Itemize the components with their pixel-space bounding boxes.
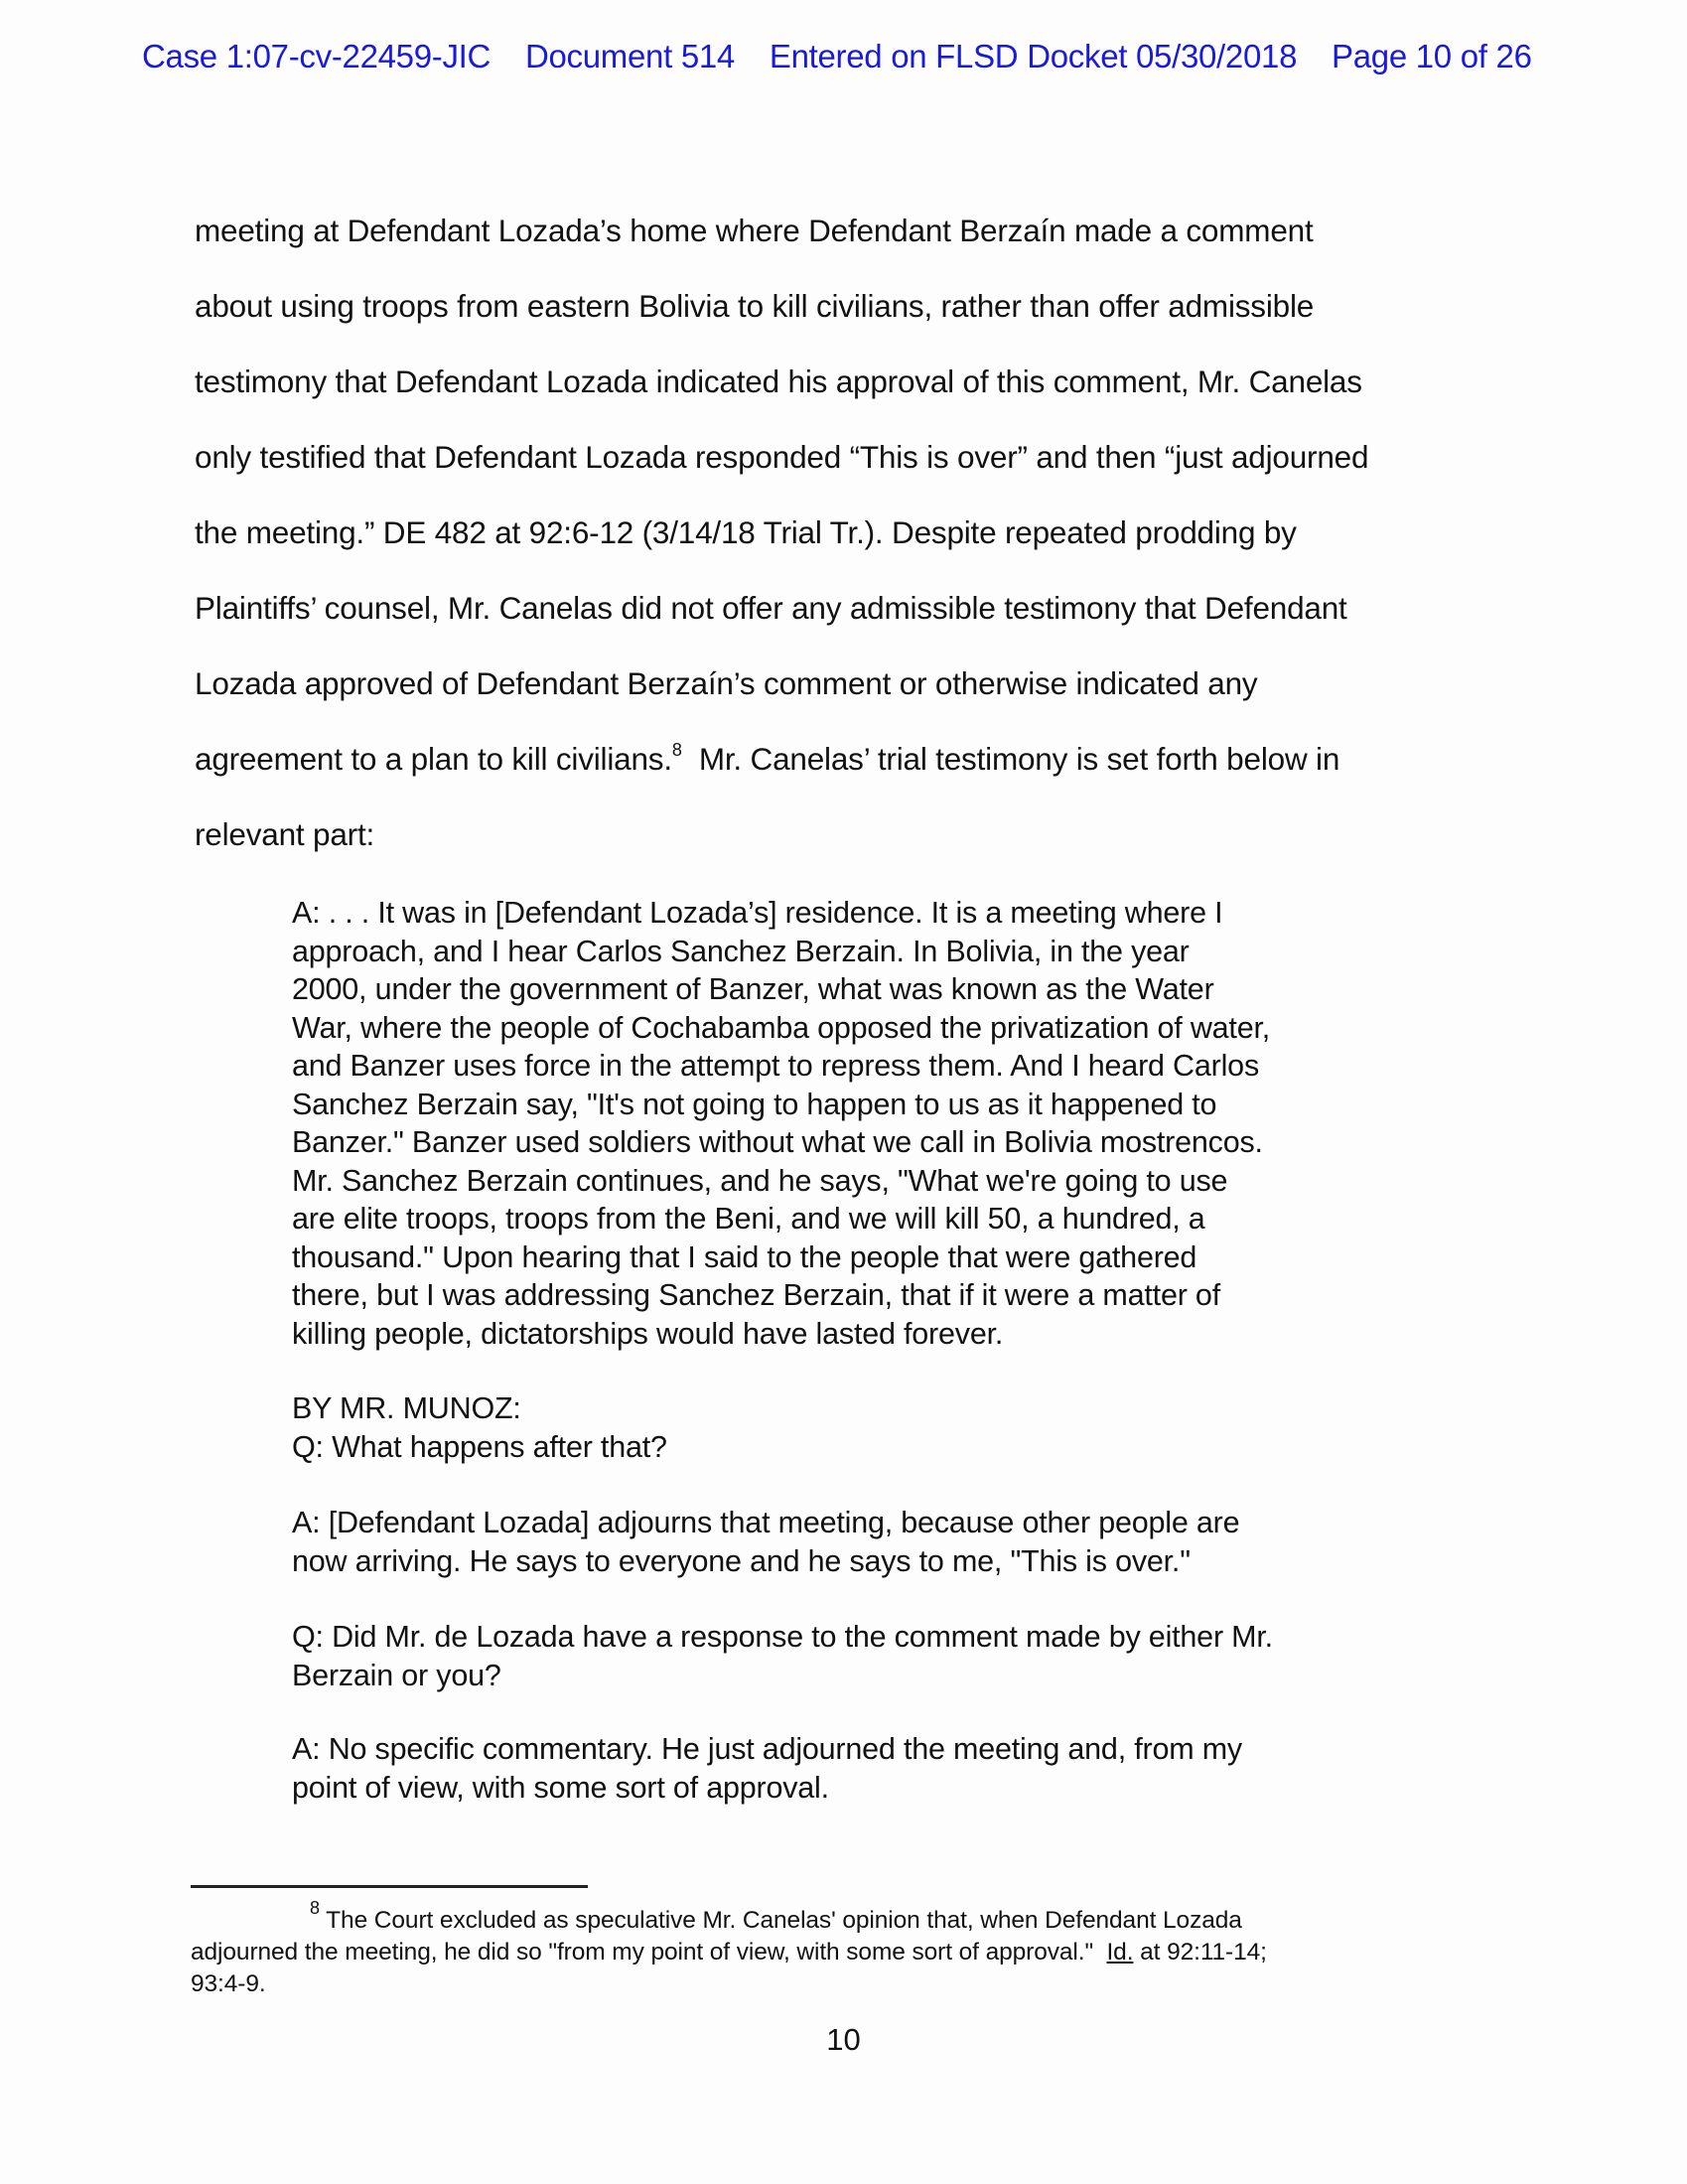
body-text-segment: Mr. Canelas’ trial testimony is set forth below in — [681, 741, 1340, 777]
body-line — [195, 741, 1485, 778]
body-line: only testified that Defendant Lozada responded “This is over” and then “just adjourned — [195, 439, 1369, 475]
footnote-divider — [191, 1885, 588, 1888]
footnote-text: The Court excluded as speculative Mr. Canelas' opinion that, when Defendant Lozada — [319, 1907, 1242, 1934]
body-line: Plaintiffs’ counsel, Mr. Canelas did not offer any admissible testimony that Defendant — [195, 590, 1347, 626]
examiner-block — [292, 1389, 1434, 1466]
quote-line: 2000, under the government of Banzer, what was known as the Water — [292, 972, 1214, 1006]
quote-line: Sanchez Berzain say, "It's not going to happen to us as it happened to — [292, 1087, 1217, 1121]
footnote-line: 93:4-9. — [191, 1970, 266, 1997]
answer-block — [292, 1504, 1434, 1580]
question-line: Berzain or you? — [292, 1658, 501, 1692]
quote-line: A: . . . It was in [Defendant Lozada’s] residence. It is a meeting where I — [292, 896, 1223, 930]
quote-line: and Banzer uses force in the attempt to repress them. And I heard Carlos — [292, 1049, 1259, 1083]
footnote-text: adjourned the meeting, he did so "from my point of view, with some sort of approval." — [191, 1939, 1107, 1966]
body-line: relevant part: — [195, 816, 375, 852]
question-line: Q: Did Mr. de Lozada have a response to the comment made by either Mr. — [292, 1620, 1273, 1654]
answer-line: A: No specific commentary. He just adjourned the meeting and, from my — [292, 1732, 1242, 1766]
page-number: 10 — [826, 2022, 861, 2057]
examiner-label: BY MR. MUNOZ: — [292, 1391, 521, 1425]
answer-line: A: [Defendant Lozada] adjourns that meeting, because other people are — [292, 1506, 1240, 1539]
answer-line: point of view, with some sort of approval. — [292, 1770, 829, 1805]
body-line: about using troops from eastern Bolivia to kill civilians, rather than offer admissible — [195, 288, 1315, 324]
page-indicator: Page 10 of 26 — [1332, 38, 1532, 74]
footnote-text: at 92:11-14; — [1133, 1939, 1267, 1966]
quote-line: Banzer." Banzer used soldiers without what we call in Bolivia mostrencos. — [292, 1125, 1263, 1159]
docket-header — [142, 38, 1558, 75]
case-number: Case 1:07-cv-22459-JIC — [142, 38, 492, 74]
footnote — [191, 1898, 1481, 2000]
quote-line: killing people, dictatorships would have lasted forever. — [292, 1316, 1004, 1351]
footnote-line — [191, 1937, 1481, 1968]
quote-line: thousand." Upon hearing that I said to the people that were gathered — [292, 1239, 1197, 1274]
footnote-reference[interactable]: 8 — [671, 740, 682, 760]
body-text-segment: agreement to a plan to kill civilians. — [195, 741, 672, 777]
body-line: the meeting.” DE 482 at 92:6-12 (3/14/18 Trial Tr.). Despite repeated prodding by — [195, 514, 1297, 550]
footnote-number: 8 — [310, 1898, 320, 1918]
quote-line: approach, and I hear Carlos Sanchez Berzain. In Bolivia, in the year — [292, 934, 1190, 968]
question-block — [292, 1618, 1434, 1694]
quote-line: War, where the people of Cochabamba opposed the privatization of water, — [292, 1010, 1271, 1045]
quote-line: Mr. Sanchez Berzain continues, and he says, "What we're going to use — [292, 1163, 1228, 1198]
question-line: Q: What happens after that? — [292, 1429, 667, 1464]
testimony-block — [292, 894, 1434, 1353]
body-line: meeting at Defendant Lozada’s home where Defendant Berzaín made a comment — [195, 213, 1314, 248]
quote-line: there, but I was addressing Sanchez Berzain, that if it were a matter of — [292, 1278, 1220, 1312]
answer-block — [292, 1730, 1434, 1807]
body-line: testimony that Defendant Lozada indicated his approval of this comment, Mr. Canelas — [195, 364, 1362, 399]
body-line: Lozada approved of Defendant Berzaín’s comment or otherwise indicated any — [195, 665, 1258, 701]
document-number: Document 514 — [524, 38, 735, 74]
answer-line: now arriving. He says to everyone and he says to me, "This is over." — [292, 1543, 1191, 1578]
quote-line: are elite troops, troops from the Beni, and we will kill 50, a hundred, a — [292, 1202, 1205, 1236]
entered-date: Entered on FLSD Docket 05/30/2018 — [769, 38, 1298, 74]
footnote-line — [191, 1898, 1481, 1937]
citation-id: Id. — [1106, 1939, 1134, 1966]
